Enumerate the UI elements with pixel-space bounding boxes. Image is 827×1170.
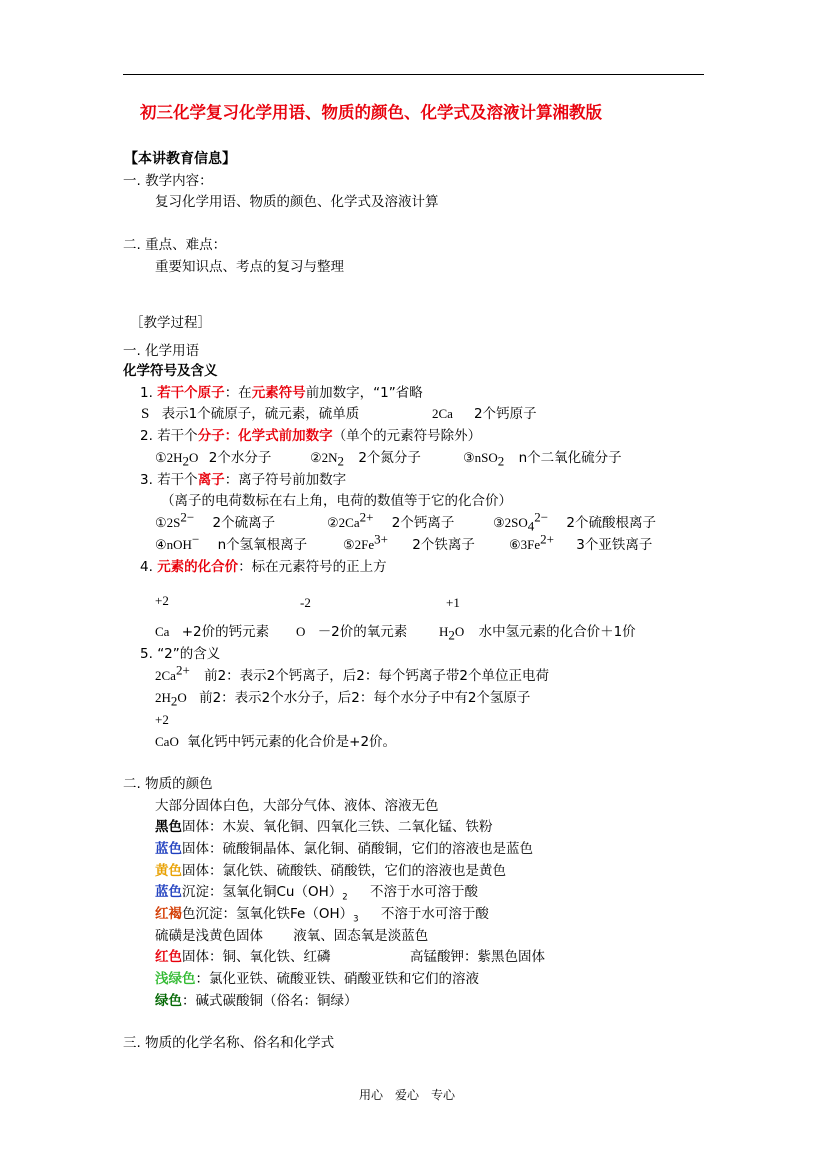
meaning: 2个硫离子 — [212, 515, 276, 531]
color-section-heading: 二. 物质的颜色 — [123, 776, 213, 792]
formula: ⑤2Fe — [343, 537, 375, 552]
charge: − — [191, 531, 200, 547]
formula: ①2S — [155, 515, 181, 530]
color-desc: 沉淀：氢氧化铜Cu（OH） — [182, 884, 343, 900]
item-3-text: 若干个 — [157, 472, 198, 488]
valence-h: +1 — [446, 595, 460, 610]
color-desc-2: 液氧、固态氧是淡蓝色 — [293, 928, 429, 944]
charge: 2+ — [359, 509, 374, 525]
color-line-green — [155, 992, 358, 1010]
color-desc: 固体：铜、氧化铁、红磷 — [182, 949, 331, 965]
chem-language-heading: 一. 化学用语 — [123, 343, 200, 359]
item-5-num: 5. — [140, 646, 153, 662]
meaning: 氧化钙中钙元素的化合价是+2价。 — [187, 734, 397, 750]
formula: ③nSO — [463, 450, 498, 465]
subscript: 2 — [337, 453, 345, 469]
charge: 2+ — [175, 662, 190, 678]
item-5-row-1 — [155, 662, 549, 685]
meaning: n个氢氧根离子 — [217, 537, 308, 553]
section-1-label: 一. 教学内容： — [123, 173, 213, 189]
item-4-rule: ：标在元素符号的正上方 — [238, 559, 387, 575]
formula: ②2N — [310, 450, 338, 465]
subscript: 2 — [497, 453, 505, 469]
color-key: 蓝色 — [155, 841, 182, 857]
section-1-body: 复习化学用语、物质的颜色、化学式及溶液计算 — [155, 194, 439, 210]
ca-symbol: Ca — [155, 624, 170, 639]
item-2-text: 若干个 — [157, 428, 198, 444]
formula: 2Ca — [155, 668, 176, 683]
item-2-example-3 — [463, 449, 622, 467]
header-rule — [123, 74, 704, 75]
page-footer: 用心 爱心 专心 — [359, 1088, 456, 1102]
info-header: 【本讲教育信息】 — [124, 151, 236, 167]
item-4-example-o — [296, 623, 407, 641]
color-line-black — [155, 818, 493, 836]
color-line-redbrown — [155, 905, 489, 923]
valence-ca: +2 — [155, 593, 169, 608]
color-desc: ：氯化亚铁、硫酸亚铁、硝酸亚铁和它们的溶液 — [195, 971, 479, 987]
o-meaning: －2价的氧元素 — [317, 624, 408, 640]
valence-o: -2 — [300, 595, 311, 610]
item-3-key: 离子 — [197, 472, 225, 488]
color-desc: 固体：氯化铁、硫酸铁、硝酸铁，它们的溶液也是黄色 — [182, 863, 506, 879]
formula: ①2H — [155, 450, 183, 465]
subscript: 2 — [342, 892, 348, 903]
item-2-note: （单个的元素符号除外） — [332, 428, 482, 444]
color-line-lightgreen — [155, 970, 479, 988]
ca-meaning: +2价的钙元素 — [181, 624, 270, 640]
h-meaning: 水中氢元素的化合价＋1价 — [478, 624, 636, 640]
color-key: 红色 — [155, 949, 182, 965]
meaning: 前2：表示2个水分子，后2：每个水分子中有2个氢原子 — [199, 690, 531, 706]
solubility: 不溶于水可溶于酸 — [380, 906, 489, 922]
item-5-row-3 — [155, 733, 396, 751]
color-desc: 硫磺是浅黄色固体 — [155, 928, 263, 944]
item-2-key: 分子：化学式前加数字 — [197, 428, 333, 444]
item-4-example-h — [439, 623, 636, 641]
subscript: 4 — [527, 518, 535, 534]
item-3-note: （离子的电荷数标在右上角，电荷的数值等于它的化合价） — [161, 493, 512, 509]
item-4 — [140, 558, 387, 576]
document-title: 初三化学复习化学用语、物质的颜色、化学式及溶液计算湘教版 — [140, 103, 602, 122]
formula: ②2Ca — [327, 515, 360, 530]
formula: ③2SO — [493, 515, 528, 530]
item-3 — [140, 471, 346, 489]
color-key: 红褐 — [155, 906, 182, 922]
sulfur-symbol: S — [141, 406, 150, 422]
item-5-row-2 — [155, 689, 530, 707]
sulfur-meaning: 表示1个硫原子，硫元素，硫单质 — [161, 406, 360, 422]
section-2-label: 二. 重点、难点： — [123, 237, 227, 253]
solubility: 不溶于水可溶于酸 — [369, 884, 478, 900]
color-key: 黄色 — [155, 863, 182, 879]
subscript: 2 — [448, 627, 455, 643]
color-line-blue — [155, 840, 533, 858]
item-1-text-b: 前加数字，“1”省略 — [305, 385, 423, 401]
item-2-num: 2. — [140, 428, 153, 444]
item-1-key: 若干个原子 — [157, 385, 225, 401]
item-2-example-2 — [310, 449, 421, 467]
color-line-red — [155, 948, 331, 966]
meaning: 2个水分子 — [208, 450, 272, 466]
color-line-permanganate: 高锰酸钾：紫黑色固体 — [410, 949, 545, 965]
section-2-body: 重要知识点、考点的复习与整理 — [155, 259, 344, 275]
item-1-text-a: ：在 — [224, 385, 252, 401]
o-symbol: O — [296, 624, 306, 639]
meaning: 2个氮分子 — [358, 450, 421, 466]
item-4-key: 元素的化合价 — [157, 559, 239, 575]
color-desc: 固体：木炭、氧化铜、四氧化三铁、二氧化锰、铁粉 — [182, 819, 493, 835]
color-line-0: 大部分固体白色，大部分气体、液体、溶液无色 — [155, 798, 439, 814]
item-2-example-1 — [155, 449, 271, 467]
item-2 — [140, 427, 481, 445]
charge: 2− — [534, 509, 549, 525]
section-3-heading: 三. 物质的化学名称、俗名和化学式 — [123, 1035, 335, 1051]
color-desc: ：碱式碳酸铜（俗名：铜绿） — [182, 993, 358, 1009]
formula: ⑥3Fe — [509, 537, 541, 552]
item-3-example-2 — [327, 509, 455, 532]
item-3-example-6 — [509, 531, 653, 554]
subscript: 2 — [170, 693, 178, 709]
item-5 — [140, 645, 220, 663]
item-3-example-4 — [155, 531, 308, 554]
color-line-blue-precipitate — [155, 883, 478, 901]
symbols-heading: 化学符号及含义 — [123, 363, 218, 379]
item-3-example-3 — [493, 509, 657, 534]
item-3-rule: ：离子符号前加数字 — [224, 472, 347, 488]
formula: 2H — [155, 690, 171, 705]
meaning: 2个铁离子 — [412, 537, 475, 553]
item-5-valence: +2 — [155, 712, 169, 727]
formula-tail: O — [177, 690, 187, 705]
meaning: n个二氧化硫分子 — [518, 450, 622, 466]
color-key: 绿色 — [155, 993, 182, 1009]
formula-tail: O — [454, 624, 465, 639]
charge: 2− — [180, 509, 195, 525]
subscript: 3 — [353, 914, 359, 925]
item-3-example-5 — [343, 531, 475, 554]
item-3-example-1 — [155, 509, 276, 532]
calcium-formula: 2Ca — [432, 406, 453, 421]
formula: CaO — [155, 734, 179, 749]
color-desc: 固体：硫酸铜晶体、氯化铜、硝酸铜，它们的溶液也是蓝色 — [182, 841, 533, 857]
charge: 2+ — [540, 531, 554, 547]
subscript: 2 — [182, 453, 190, 469]
item-5-text: “2”的含义 — [157, 646, 221, 662]
charge: 3+ — [374, 531, 388, 547]
item-4-example-row — [155, 623, 269, 641]
meaning: 2个钙离子 — [391, 515, 455, 531]
formula: ④nOH — [155, 537, 192, 552]
item-1 — [140, 384, 423, 402]
meaning: 前2：表示2个钙离子，后2：每个钙离子带2个单位正电荷 — [204, 668, 549, 684]
color-desc: 色沉淀：氢氧化铁Fe（OH） — [182, 906, 354, 922]
color-key: 黑色 — [155, 819, 182, 835]
item-1-num: 1. — [140, 385, 153, 401]
color-line-sulfur — [155, 927, 428, 945]
item-4-num: 4. — [140, 559, 153, 575]
h-symbol: H — [439, 624, 449, 639]
formula-tail: O — [189, 450, 199, 465]
teaching-process-label: ［教学过程］ — [130, 315, 211, 331]
color-key: 蓝色 — [155, 884, 182, 900]
item-3-num: 3. — [140, 472, 153, 488]
color-key: 浅绿色 — [155, 971, 196, 987]
meaning: 3个亚铁离子 — [576, 537, 653, 553]
item-1-example — [141, 405, 359, 423]
item-1-key-2: 元素符号 — [251, 385, 306, 401]
calcium-meaning: 2个钙原子 — [474, 406, 537, 422]
color-line-yellow — [155, 862, 506, 880]
meaning: 2个硫酸根离子 — [566, 515, 657, 531]
